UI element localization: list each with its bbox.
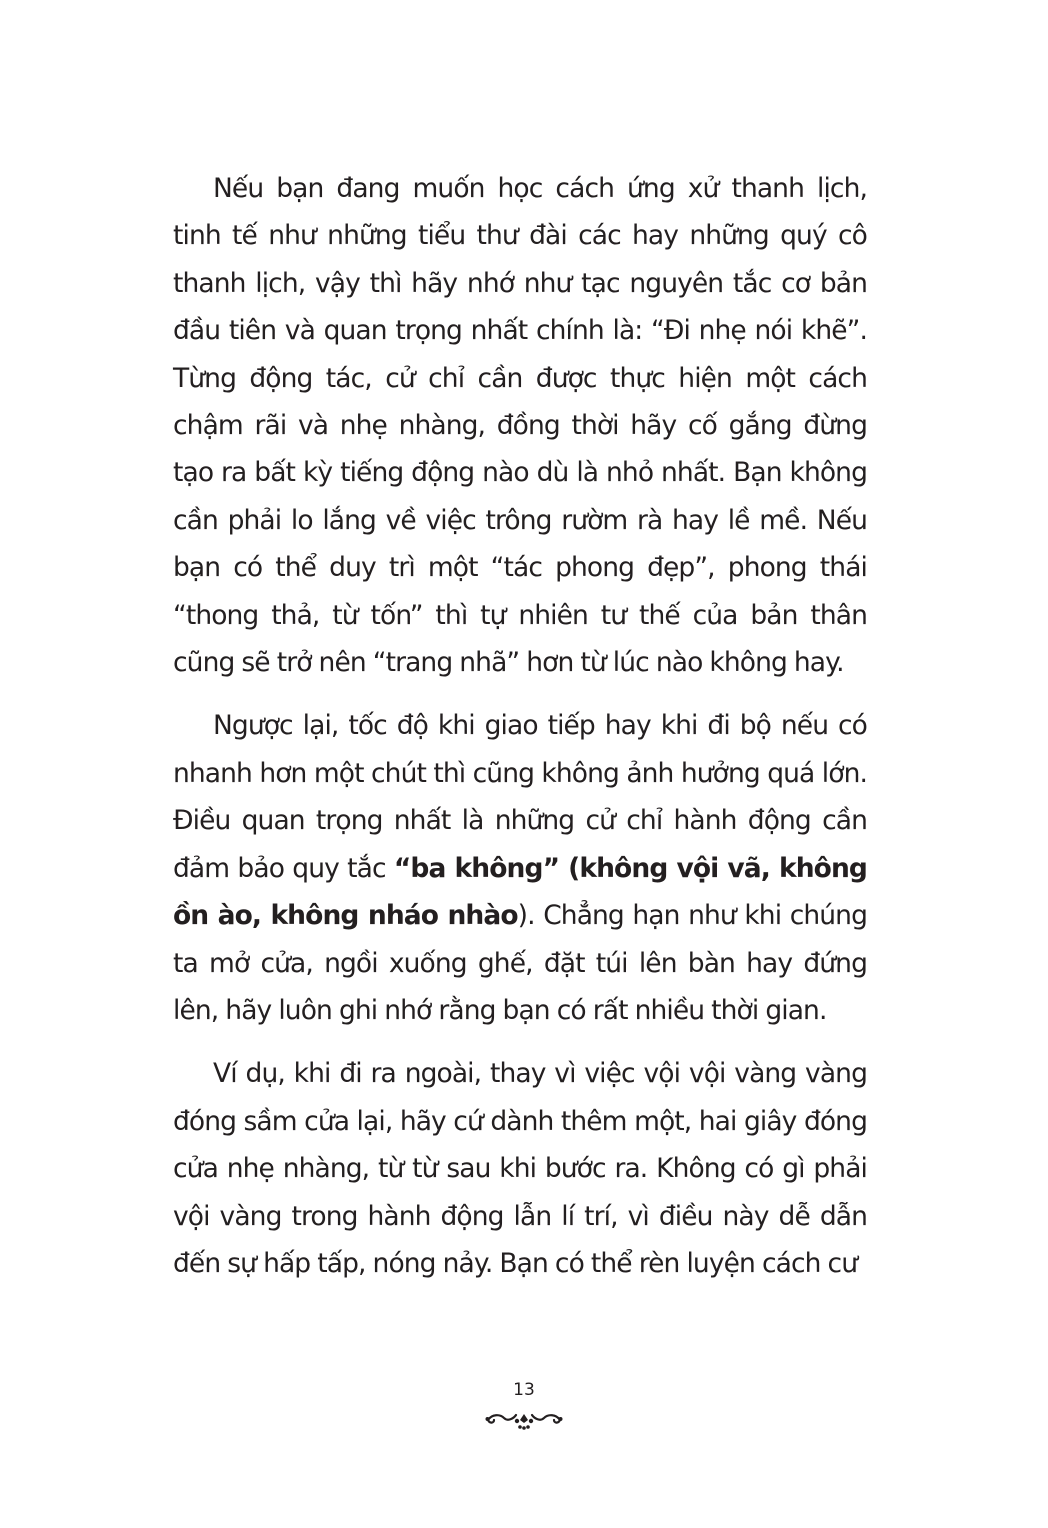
paragraph-1 [173, 165, 867, 686]
page-footer [0, 1380, 1048, 1432]
paragraph-2-text-start: Ngược lại, tốc độ khi giao tiếp hay khi đi bộ nếu có nhanh hơn một chút thì cũng không ảnh hưởng quá lớn. Điều quan trọng nhất là những cử chỉ hành động cần đảm bảo quy tắc [173, 710, 867, 884]
paragraph-3 [173, 1050, 867, 1287]
paragraph-1-text: Nếu bạn đang muốn học cách ứng xử thanh lịch, tinh tế như những tiểu thư đài các hay những quý cô thanh lịch, vậy thì hãy nhớ như tạc nguyên tắc cơ bản đầu tiên và quan trọng nhất chính là: “Đi nhẹ nói khẽ”. Từng động tác, cử chỉ cần được thực hiện một cách chậm rãi và nhẹ nhàng, đồng thời hãy cố gắng đừng tạo ra bất kỳ tiếng động nào dù là nhỏ nhất. Bạn không cần phải lo lắng về việc trông rườm rà hay lề mề. Nếu bạn có thể duy trì một “tác phong đẹp”, phong thái “thong thả, từ tốn” thì tự nhiên tư thế của bản thân cũng sẽ trở nên “trang nhã” hơn từ lúc nào không hay. [173, 173, 867, 679]
paragraph-2-text-end: ). Chẳng hạn như khi chúng ta mở cửa, ngồi xuống ghế, đặt túi lên bàn hay đứng lên, hãy luôn ghi nhớ rằng bạn có rất nhiều thời gian. [173, 900, 868, 1026]
page-body [173, 165, 867, 1287]
page-number: 13 [513, 1380, 535, 1400]
paragraph-3-text: Ví dụ, khi đi ra ngoài, thay vì việc vội vội vàng vàng đóng sầm cửa lại, hãy cứ dành thêm một, hai giây đóng cửa nhẹ nhàng, từ từ sau khi bước ra. Không có gì phải vội vàng trong hành động lẫn lí trí, vì điều này dễ dẫn đến sự hấp tấp, nóng nảy. Bạn có thể rèn luyện cách cư [173, 1058, 867, 1279]
paragraph-2-bold-rule: “ba không” (không vội vã, không ồn ào, không nháo nhào [173, 852, 867, 932]
paragraph-2 [173, 702, 867, 1034]
floral-ornament-icon [484, 1406, 564, 1432]
